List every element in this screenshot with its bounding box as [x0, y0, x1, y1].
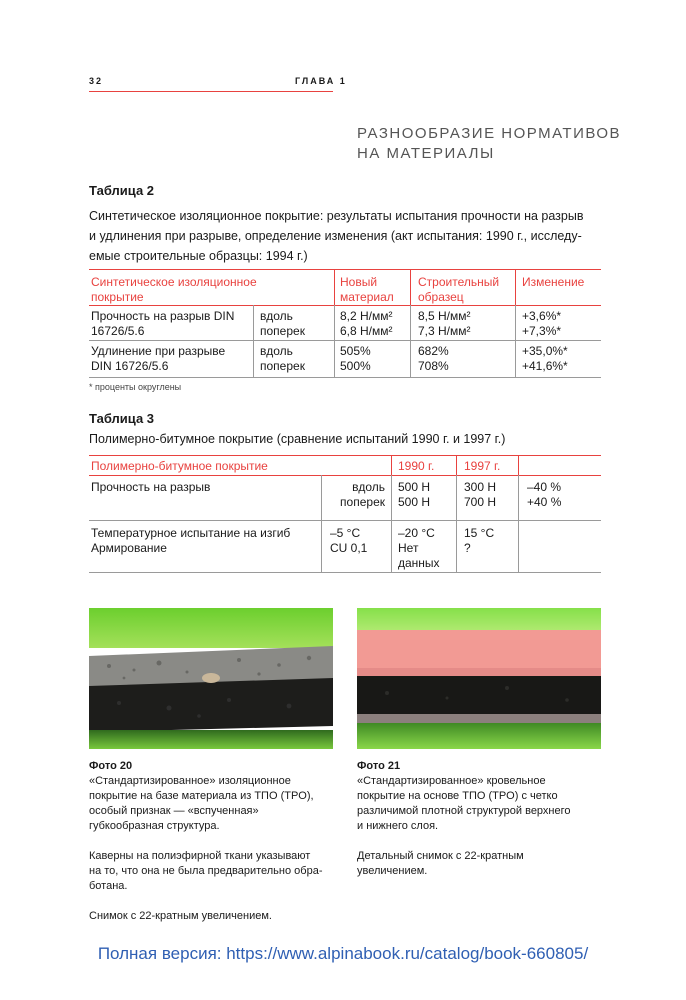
table3-row2-1997-2: ? — [464, 541, 471, 555]
table3-label: Таблица 3 — [89, 411, 155, 426]
table3-row1-change — [527, 480, 561, 510]
table3-row1-1997 — [464, 480, 496, 510]
table2-top-rule — [89, 269, 601, 270]
photo-21-text2-1: Детальный снимок с 22-кратным — [357, 850, 524, 862]
photo-20-text-3: особый признак — «вспученная» — [89, 805, 259, 817]
table3-description: Полимерно-битумное покрытие (сравнение испытаний 1990 г. и 1997 г.) — [89, 432, 506, 446]
photo-20-image — [89, 608, 333, 749]
table2-row1-new1: 8,2 Н/мм² — [340, 309, 393, 323]
table2-header-rule — [89, 305, 601, 306]
table3-row2-1990-1: –20 °С — [398, 526, 435, 540]
table3-row2-1990-3: данных — [398, 556, 440, 570]
table3-row2-name-line2: Армирование — [91, 541, 167, 555]
photo-20-text-4: губкообразная структура. — [89, 820, 220, 832]
photo-20-text3: Снимок с 22-кратным увеличением. — [89, 910, 272, 922]
table3-vline-7 — [518, 475, 519, 572]
table2-bottom-rule — [89, 377, 601, 378]
table2-row1-direction — [260, 309, 305, 339]
table2-row1-name — [91, 309, 234, 339]
table3-row1-change2: +40 % — [527, 495, 562, 509]
photo-20-text2-1: Каверны на полиэфирной ткани указывают — [89, 850, 311, 862]
photo-21-text-1: «Стандартизированное» кровельное — [357, 775, 546, 787]
table2-row2-change2: +41,6%* — [522, 359, 568, 373]
photo-20-title: Фото 20 — [89, 760, 133, 772]
table3-vline-4 — [321, 475, 322, 572]
table2-footnote: * проценты округлены — [89, 382, 182, 392]
page-number: 32 — [89, 76, 104, 86]
table3-row-rule — [89, 520, 601, 521]
table3-header-1997: 1997 г. — [464, 459, 501, 473]
chapter-label: ГЛАВА 1 — [295, 76, 347, 86]
table2-header-change: Изменение — [522, 275, 585, 289]
table2-row1-change2: +7,3%* — [522, 324, 562, 338]
photo-21-text2-2: увеличением. — [357, 865, 428, 877]
table2-vline-7 — [515, 305, 516, 377]
photo-20-text-2: покрытие на базе материала из ТПО (TPO), — [89, 790, 314, 802]
table2-header-new-line1: Новый — [340, 275, 378, 289]
table2-row1-dir1: вдоль — [260, 309, 293, 323]
table2-header-material — [91, 275, 257, 305]
table2-vline-5 — [334, 305, 335, 377]
table3-vline-1 — [391, 455, 392, 475]
table3-header-rule — [89, 475, 601, 476]
table2-row2-dir2: поперек — [260, 359, 305, 373]
table2-desc-line3: емые строительные образцы: 1994 г.) — [89, 249, 308, 263]
table3-header-material: Полимерно-битумное покрытие — [91, 459, 268, 473]
table2-row2-built1: 682% — [418, 344, 449, 358]
table2-row2-name — [91, 344, 225, 374]
photo-21-image — [357, 608, 601, 749]
table2-row2-change1: +35,0%* — [522, 344, 568, 358]
table3-row1-1990-2: 500 Н — [398, 495, 431, 509]
table3-row2-1997-1: 15 °С — [464, 526, 495, 540]
table2-vline-3 — [515, 269, 516, 305]
table2-row1-built1: 8,5 Н/мм² — [418, 309, 471, 323]
table2-row2-name-line2: DIN 16726/5.6 — [91, 359, 169, 373]
table3-row2-1990-2: Нет — [398, 541, 419, 555]
photo-20-text2-3: ботана. — [89, 880, 128, 892]
table3-vline-5 — [391, 475, 392, 572]
table2-row1-built — [418, 309, 471, 339]
table2-header-built-line2: образец — [418, 290, 464, 304]
table2-row2-change — [522, 344, 568, 374]
full-version-link[interactable]: Полная версия: https://www.alpinabook.ru/catalog/book-660805/ — [97, 944, 589, 963]
table2-row2-built — [418, 344, 449, 374]
table3-row1-dir2: поперек — [340, 495, 385, 509]
table2-header-built-line1: Строительный — [418, 275, 500, 289]
table2-label: Таблица 2 — [89, 183, 155, 198]
table2-vline-2 — [410, 269, 411, 305]
table3-vline-6 — [456, 475, 457, 572]
table3-row2-name-line1: Температурное испытание на изгиб — [91, 526, 291, 540]
table2-vline-4 — [253, 305, 254, 377]
photo-21-text-4: и нижнего слоя. — [357, 820, 439, 832]
table2-desc-line1: Синтетическое изоляционное покрытие: результаты испытания прочности на разрыв — [89, 209, 584, 223]
table2-row1-change1: +3,6%* — [522, 309, 562, 323]
table3-row2-reference — [330, 526, 367, 556]
photo-21-text-3: различимой плотной структурой верхнего — [357, 805, 571, 817]
table3-row1-dir1: вдоль — [352, 480, 385, 494]
photo-21-text-2: покрытие на основе ТПО (TPO) с четко — [357, 790, 558, 802]
table2-vline-1 — [334, 269, 335, 305]
table3-row2-1997 — [464, 526, 494, 556]
table2-row2-built2: 708% — [418, 359, 449, 373]
table2-desc-line2: и удлинения при разрыве, определение изменения (акт испытания: 1990 г., исследу- — [89, 229, 582, 243]
table2-header-material-line2: покрытие — [91, 290, 144, 304]
table2-row1-new2: 6,8 Н/мм² — [340, 324, 393, 338]
table2-row2-new2: 500% — [340, 359, 371, 373]
photo-21 — [357, 608, 601, 749]
table3-row2-1990 — [398, 526, 440, 571]
table3-row2-name — [91, 526, 290, 556]
table2-row2-direction — [260, 344, 305, 374]
table3-row1-1997-1: 300 Н — [464, 480, 497, 494]
table2-row1-built2: 7,3 Н/мм² — [418, 324, 471, 338]
table3-row1-1990-1: 500 Н — [398, 480, 431, 494]
table2-row-rule — [89, 340, 601, 341]
table3-row1-change1: –40 % — [527, 480, 562, 494]
table2-row2-name-line1: Удлинение при разрыве — [91, 344, 226, 358]
table2-row1-name-line2: 16726/5.6 — [91, 324, 145, 338]
table3-row1-direction — [327, 480, 385, 510]
table3-row2-ref2: CU 0,1 — [330, 541, 368, 555]
table3-bottom-rule — [89, 572, 601, 573]
table2-row1-new — [340, 309, 393, 339]
table3-row1-1997-2: 700 Н — [464, 495, 497, 509]
table2-description — [89, 206, 609, 266]
table2-header-new — [340, 275, 394, 305]
table2-row2-new — [340, 344, 371, 374]
table2-row2-dir1: вдоль — [260, 344, 293, 358]
section-title-line2: НА МАТЕРИАЛЫ — [357, 145, 495, 162]
table3-row2-ref1: –5 °С — [330, 526, 361, 540]
photo-20-text-1: «Стандартизированное» изоляционное — [89, 775, 291, 787]
photo-20-text2-2: на то, что она не была предварительно обра- — [89, 865, 323, 877]
table2-row1-change — [522, 309, 561, 339]
photo-21-title: Фото 21 — [357, 760, 401, 772]
photo-21-caption — [357, 759, 607, 879]
photo-20 — [89, 608, 333, 749]
table2-header-built — [418, 275, 499, 305]
table2-row2-new1: 505% — [340, 344, 371, 358]
table2-vline-6 — [410, 305, 411, 377]
table2-row1-name-line1: Прочность на разрыв DIN — [91, 309, 235, 323]
section-title — [357, 124, 621, 164]
section-title-line1: РАЗНООБРАЗИЕ НОРМАТИВОВ — [357, 125, 622, 142]
table3-row1-1990 — [398, 480, 430, 510]
table3-header-1990: 1990 г. — [398, 459, 435, 473]
header-rule — [89, 91, 333, 92]
photo-20-caption — [89, 759, 339, 924]
table2-header-material-line1: Синтетическое изоляционное — [91, 275, 257, 289]
table3-top-rule — [89, 455, 601, 456]
table2-row1-dir2: поперек — [260, 324, 305, 338]
table3-row1-name: Прочность на разрыв — [91, 480, 211, 494]
table3-vline-3 — [518, 455, 519, 475]
table3-vline-2 — [456, 455, 457, 475]
table2-header-new-line2: материал — [340, 290, 394, 304]
